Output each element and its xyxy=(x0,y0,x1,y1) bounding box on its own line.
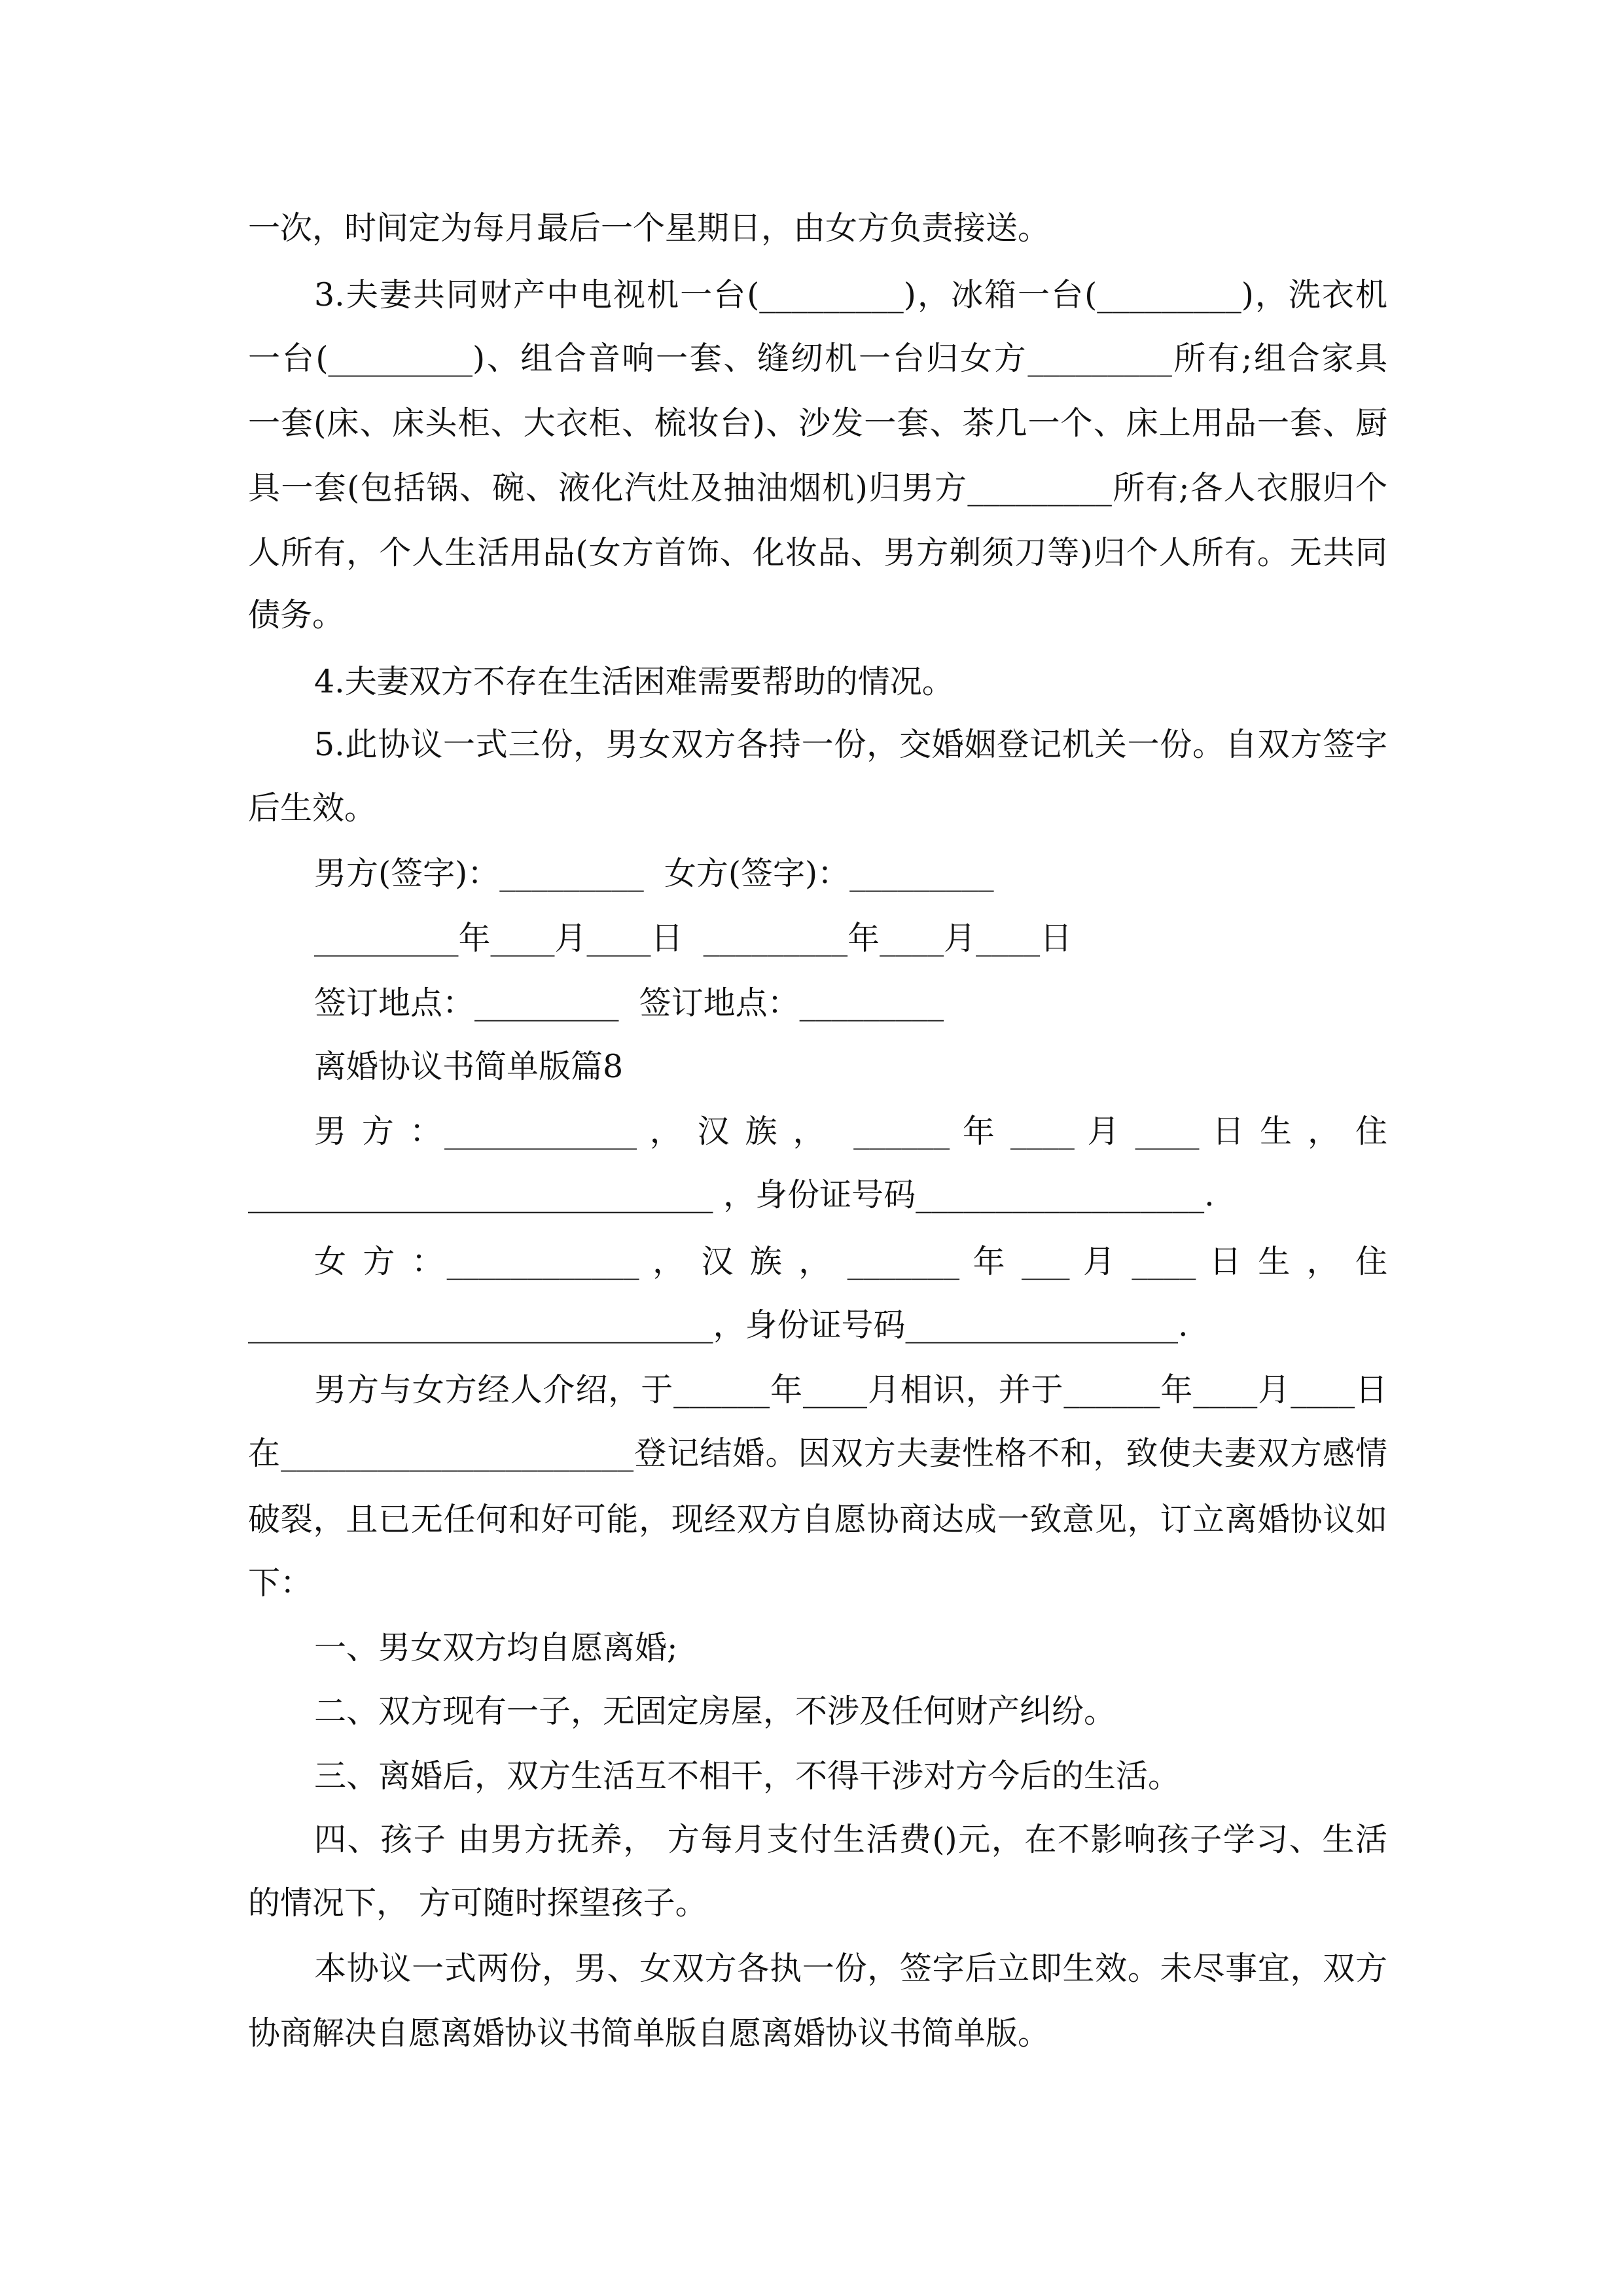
text-line: 一套(床、床头柜、大衣柜、梳妆台)、沙发一套、茶几一个、床上用品一套、厨 xyxy=(248,404,1388,442)
text-line: _____________________________，身份证号码_________________. xyxy=(248,1306,1188,1344)
text-line: _____________________________ ，身份证号码__________________. xyxy=(248,1176,1215,1213)
clause-5: 5.此协议一式三份，男女双方各持一份，交婚姻登记机关一份。自双方签字 xyxy=(314,726,1387,763)
text-line: 一台(_________)、组合音响一套、缝纫机一台归女方_________所有;组合家具 xyxy=(248,340,1387,377)
text-line: 具一套(包括锅、碗、液化汽灶及抽油烟机)归男方_________所有;各人衣服归个 xyxy=(248,469,1387,507)
text-line: 下： xyxy=(248,1564,313,1602)
intro-paragraph: 男方与女方经人介绍，于______年____月相识，并于______年____月____日 xyxy=(314,1371,1387,1408)
text-line: 在______________________登记结婚。因双方夫妻性格不和，致使夫妻双方感情 xyxy=(248,1435,1387,1472)
female-party-line: 女 方 ：____________ ， 汉 族 ， _______ 年 ___ 月 ____ 日 生 ， 住 xyxy=(314,1243,1387,1280)
clause-3: 3.夫妻共同财产中电视机一台(_________)，冰箱一台(_________)，洗衣机 xyxy=(314,276,1387,314)
male-party-line: 男 方 ：____________ ， 汉 族 ， ______ 年 ____ 月 ____ 日 生 ， 住 xyxy=(314,1113,1387,1150)
text-line: 债务。 xyxy=(248,596,345,634)
text-line: 后生效。 xyxy=(248,789,377,827)
signing-location-line: 签订地点：_________ 签订地点：_________ xyxy=(314,984,944,1022)
section-heading: 离婚协议书简单版篇8 xyxy=(314,1048,624,1085)
text-line: 一次，时间定为每月最后一个星期日，由女方负责接送。 xyxy=(248,209,1050,247)
clause-4: 4.夫妻双方不存在生活困难需要帮助的情况。 xyxy=(314,663,954,700)
signature-line: 男方(签字)：_________ 女方(签字)：_________ xyxy=(314,855,994,892)
text-line: 协商解决自愿离婚协议书简单版自愿离婚协议书简单版。 xyxy=(248,2015,1050,2052)
item-4: 四、孩子 由男方抚养， 方每月支付生活费()元，在不影响孩子学习、生活 xyxy=(314,1821,1387,1858)
date-line: _________年____月____日 _________年____月____日 xyxy=(314,920,1073,957)
text-line: 的情况下， 方可随时探望孩子。 xyxy=(248,1884,707,1922)
closing-paragraph: 本协议一式两份，男、女双方各执一份，签字后立即生效。未尽事宜，双方 xyxy=(314,1950,1387,1987)
item-2: 二、双方现有一子，无固定房屋，不涉及任何财产纠纷。 xyxy=(314,1693,1116,1730)
item-1: 一、男女双方均自愿离婚; xyxy=(314,1629,678,1666)
text-line: 破裂，且已无任何和好可能，现经双方自愿协商达成一致意见，订立离婚协议如 xyxy=(248,1501,1387,1538)
text-line: 人所有，个人生活用品(女方首饰、化妆品、男方剃须刀等)归个人所有。无共同 xyxy=(248,534,1388,571)
item-3: 三、离婚后，双方生活互不相干，不得干涉对方今后的生活。 xyxy=(314,1757,1181,1795)
